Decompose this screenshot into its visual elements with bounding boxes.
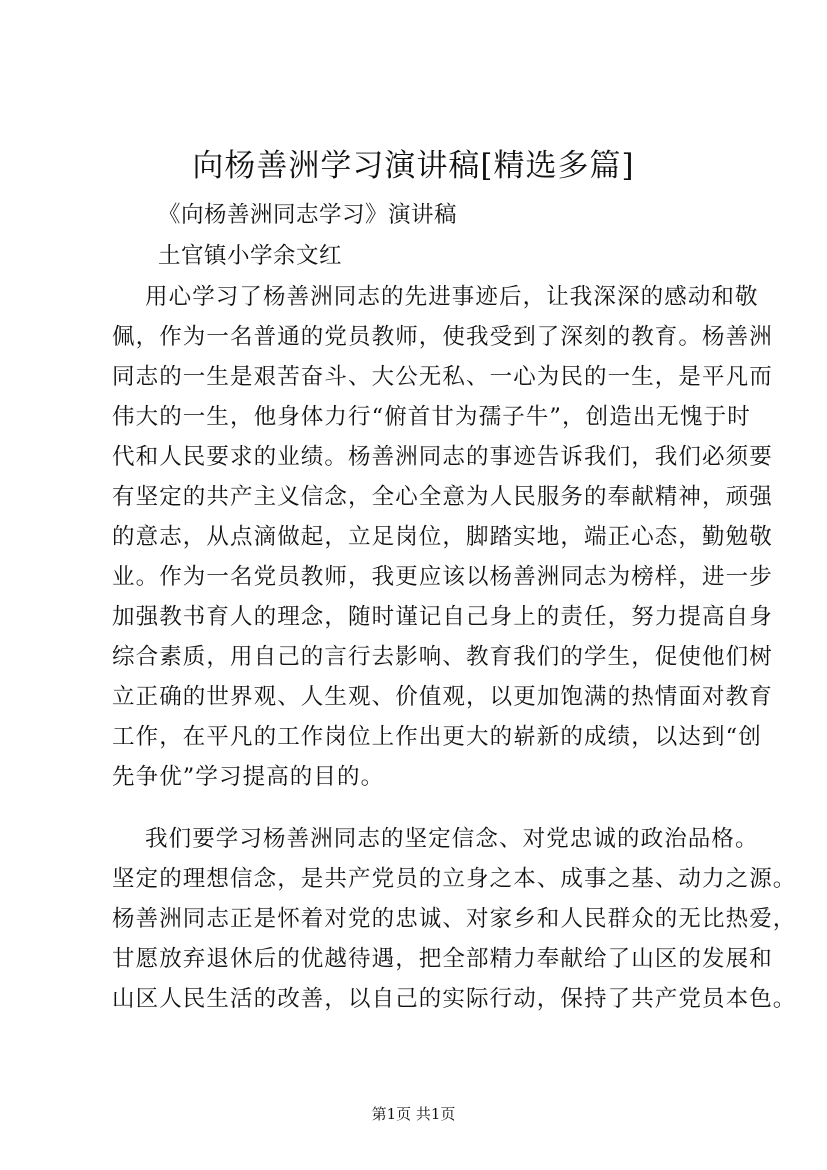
paragraph-line: 的意志，从点滴做起，立足岗位，脚踏实地，端正心态，勤勉敬 bbox=[112, 524, 773, 550]
paragraph-line: 佩，作为一名普通的党员教师，使我受到了深刻的教育。杨善洲 bbox=[112, 324, 773, 350]
paragraph-line: 加强教书育人的理念，随时谨记自己身上的责任，努力提高自身 bbox=[112, 604, 773, 630]
paragraph-line: 伟大的一生，他身体力行“俯首甘为孺子牛”，创造出无愧于时 bbox=[112, 404, 751, 430]
page-footer: 第1页 共1页 bbox=[371, 1105, 456, 1123]
paragraph-line: 业。作为一名党员教师，我更应该以杨善洲同志为榜样，进一步 bbox=[112, 564, 773, 590]
author-line: 土官镇小学余文红 bbox=[158, 243, 343, 269]
paragraph-2 bbox=[112, 819, 797, 1019]
paragraph-line: 用心学习了杨善洲同志的先进事迹后，让我深深的感动和敬 bbox=[112, 284, 759, 310]
paragraph-1 bbox=[112, 277, 773, 797]
paragraph-line: 甘愿放弃退休后的优越待遇，把全部精力奉献给了山区的发展和 bbox=[112, 946, 773, 972]
paragraph-line: 代和人民要求的业绩。杨善洲同志的事迹告诉我们，我们必须要 bbox=[112, 444, 773, 470]
speech-subtitle: 《向杨善洲同志学习》演讲稿 bbox=[158, 202, 458, 228]
paragraph-line: 杨善洲同志正是怀着对党的忠诚、对家乡和人民群众的无比热爱， bbox=[112, 906, 797, 932]
paragraph-line: 工作，在平凡的工作岗位上作出更大的崭新的成绩，以达到“创 bbox=[112, 724, 762, 750]
paragraph-line: 立正确的世界观、人生观、价值观，以更加饱满的热情面对教育 bbox=[112, 684, 773, 710]
document-title: 向杨善洲学习演讲稿[精选多篇] bbox=[192, 148, 635, 184]
paragraph-line: 我们要学习杨善洲同志的坚定信念、对党忠诚的政治品格。 bbox=[112, 826, 759, 852]
paragraph-line: 综合素质，用自己的言行去影响、教育我们的学生，促使他们树 bbox=[112, 644, 773, 670]
paragraph-line: 先争优”学习提高的目的。 bbox=[112, 764, 385, 790]
paragraph-line: 同志的一生是艰苦奋斗、大公无私、一心为民的一生，是平凡而 bbox=[112, 364, 773, 390]
paragraph-line: 有坚定的共产主义信念，全心全意为人民服务的奉献精神，顽强 bbox=[112, 484, 773, 510]
paragraph-line: 坚定的理想信念，是共产党员的立身之本、成事之基、动力之源。 bbox=[112, 866, 797, 892]
paragraph-line: 山区人民生活的改善，以自己的实际行动，保持了共产党员本色。 bbox=[112, 986, 797, 1012]
